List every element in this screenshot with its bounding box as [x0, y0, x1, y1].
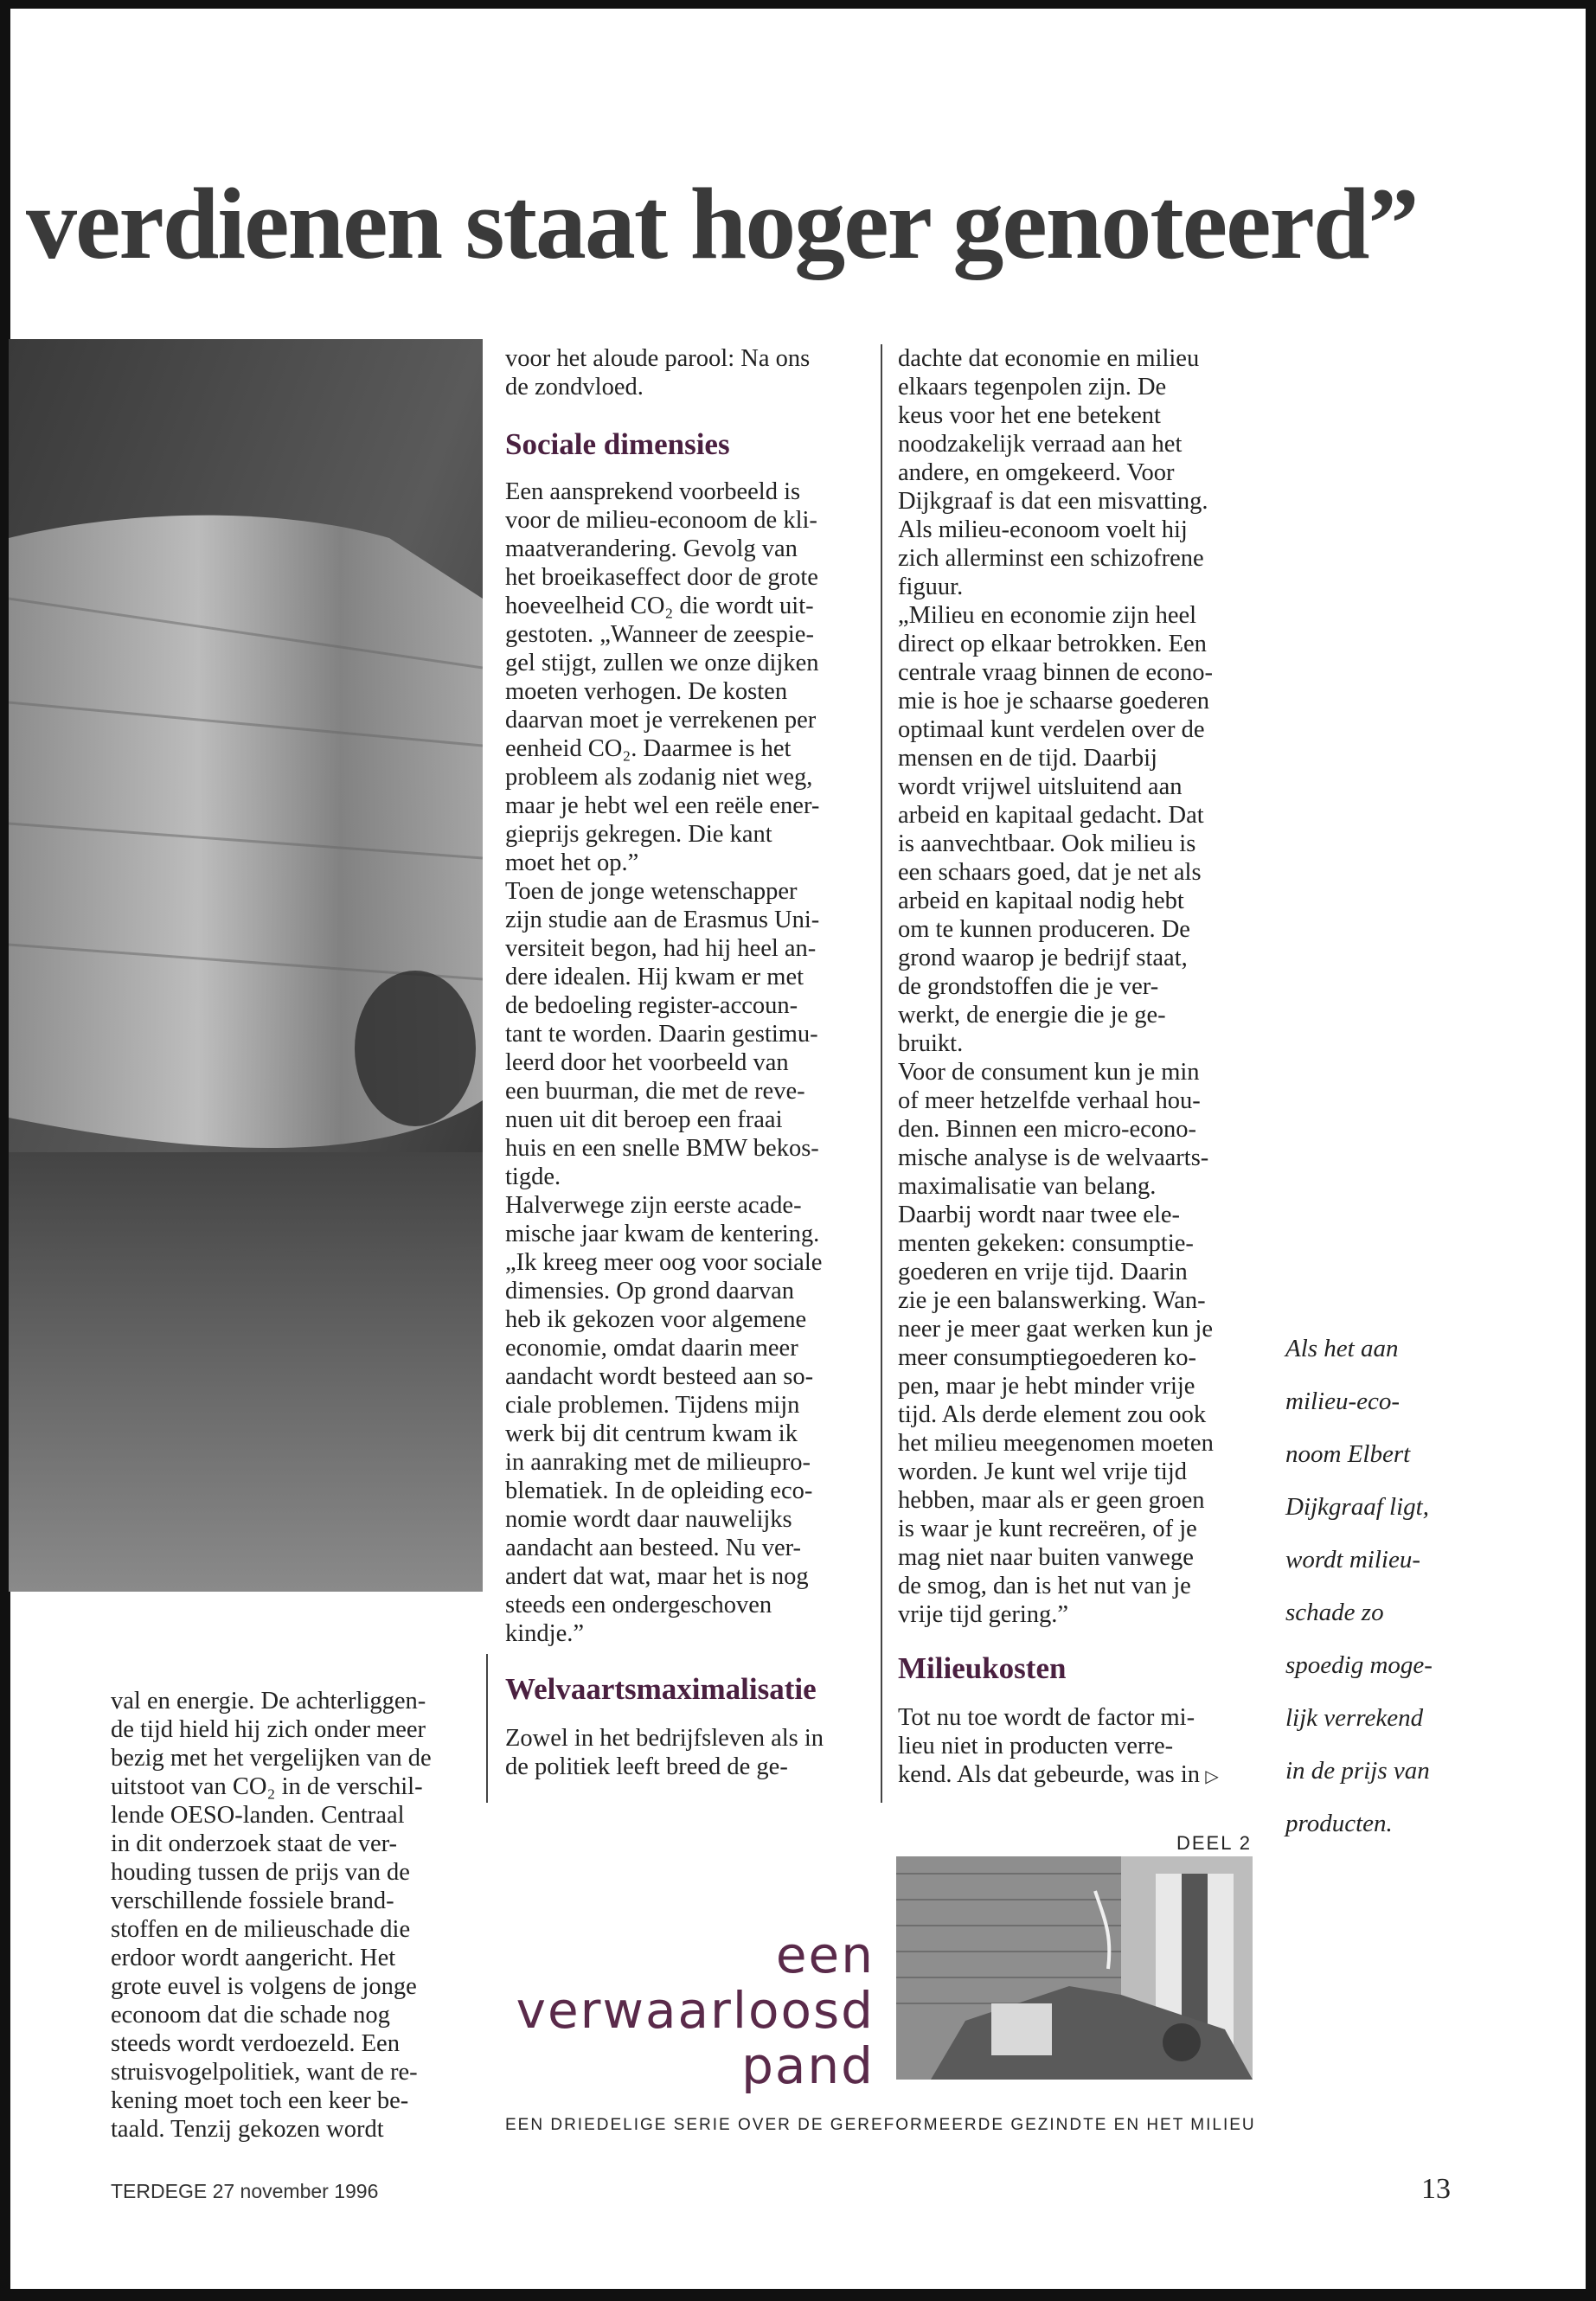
text-line: om te kunnen produceren. De: [898, 916, 1190, 943]
text-line: eenheid CO₂. Daarmee is het: [505, 735, 792, 762]
text-line: mische jaar kwam de kentering.: [505, 1221, 820, 1247]
column-2-intro: [505, 344, 867, 401]
text-line: struisvogelpolitiek, want de re-: [111, 2059, 418, 2086]
text-line: werkt, de energie die je ge-: [898, 1002, 1166, 1029]
text-line: daarvan moet je verrekenen per: [505, 707, 817, 734]
text-line: figuur.: [898, 574, 964, 600]
text-line: is aanvechtbaar. Ook milieu is: [898, 830, 1196, 857]
text-line: moet het op.”: [505, 849, 639, 876]
article-headline: verdienen staat hoger genoteerd”: [26, 167, 1418, 280]
column-3-body-2: [898, 1703, 1261, 1791]
text-line: neer je meer gaat werken kun je: [898, 1316, 1213, 1343]
pull-quote-line: producten.: [1285, 1810, 1393, 1837]
text-line: zijn studie aan de Erasmus Uni-: [505, 907, 820, 933]
text-line: stoffen en de milieuschade die: [111, 1916, 411, 1943]
text-line: maximalisatie van belang.: [898, 1173, 1157, 1200]
pull-quote-line: in de prijs van: [1285, 1757, 1430, 1785]
text-line: huis en een snelle BMW bekos-: [505, 1135, 819, 1162]
continue-arrow-icon: ▷: [1200, 1766, 1219, 1786]
text-line: optimaal kunt verdelen over de: [898, 716, 1205, 743]
series-title-line: een: [775, 1926, 875, 1984]
text-line: voor het aloude parool: Na ons: [505, 345, 811, 372]
text-line: maar je hebt wel een reële ener-: [505, 792, 820, 819]
text-line: hoeveelheid CO₂ die wordt uit-: [505, 593, 814, 619]
text-line: grond waarop je bedrijf staat,: [898, 945, 1188, 971]
text-line: kening moet toch een keer be-: [111, 2087, 409, 2114]
text-line: Een aansprekend voorbeeld is: [505, 478, 801, 505]
text-line: steeds een ondergeschoven: [505, 1592, 772, 1618]
text-line: zie je een balanswerking. Wan-: [898, 1287, 1206, 1314]
text-line: het broeikaseffect door de grote: [505, 564, 818, 591]
text-line: houding tussen de prijs van de: [111, 1859, 410, 1886]
article-column-1: [111, 1687, 472, 2144]
text-line: of meer hetzelfde verhaal hou-: [898, 1087, 1201, 1114]
series-title-line: pand: [741, 2036, 875, 2095]
text-line: dere idealen. Hij kwam er met: [505, 964, 804, 990]
text-line: Tot nu toe wordt de factor mi-: [898, 1704, 1195, 1731]
text-line: heb ik gekozen voor algemene: [505, 1306, 807, 1333]
text-line: Zowel in het bedrijfsleven als in: [505, 1725, 824, 1752]
column-2-body-2: [505, 1724, 867, 1781]
text-line: kindje.”: [505, 1620, 585, 1647]
section-heading-sociale-dimensies: Sociale dimensies: [505, 427, 730, 461]
series-subtitle: EEN DRIEDELIGE SERIE OVER DE GEREFORMEERDE GEZINDTE EN HET MILIEU: [505, 2116, 1256, 2134]
text-line: den. Binnen een micro-econo-: [898, 1116, 1197, 1143]
text-line: Toen de jonge wetenschapper: [505, 878, 798, 905]
text-line: grote euvel is volgens de jonge: [111, 1973, 417, 2000]
text-line: dimensies. Op grond daarvan: [505, 1278, 794, 1304]
text-line: keus voor het ene betekent: [898, 402, 1161, 429]
text-line: elkaars tegenpolen zijn. De: [898, 374, 1167, 401]
text-line: vrije tijd gering.”: [898, 1601, 1069, 1628]
column-3-body-1: [898, 344, 1261, 1629]
text-line: blematiek. In de opleiding eco-: [505, 1477, 813, 1504]
text-line: lieu niet in producten verre-: [898, 1733, 1174, 1759]
text-line: moeten verhogen. De kosten: [505, 678, 788, 705]
text-line: worden. Je kunt wel vrije tijd: [898, 1458, 1188, 1485]
text-line: pen, maar je hebt minder vrije: [898, 1373, 1195, 1400]
article-photo: [9, 339, 483, 1592]
text-line: direct op elkaar betrokken. Een: [898, 631, 1207, 657]
text-line: „Ik kreeg meer oog voor sociale: [505, 1249, 823, 1276]
text-line: bezig met het vergelijken van de: [111, 1745, 432, 1772]
text-line: mensen en de tijd. Daarbij: [898, 745, 1157, 772]
footer-magazine-date: TERDEGE 27 november 1996: [111, 2180, 379, 2202]
text-line: centrale vraag binnen de econo-: [898, 659, 1213, 686]
text-line: steeds wordt verdoezeld. Een: [111, 2030, 400, 2057]
text-line: arbeid en kapitaal nodig hebt: [898, 888, 1184, 914]
section-heading-milieukosten: Milieukosten: [898, 1651, 1067, 1685]
text-line: val en energie. De achterliggen-: [111, 1688, 426, 1715]
pull-quote-line: Dijkgraaf ligt,: [1285, 1493, 1429, 1521]
text-line: Dijkgraaf is dat een misvatting.: [898, 488, 1208, 515]
text-line: tigde.: [505, 1163, 561, 1190]
text-line: andert dat wat, maar het is nog: [505, 1563, 809, 1590]
text-line: andere, en omgekeerd. Voor: [898, 459, 1175, 486]
text-line: de zondvloed.: [505, 374, 644, 401]
column-divider: [486, 1654, 488, 1803]
pull-quote-line: Als het aan: [1285, 1335, 1399, 1362]
text-line: Daarbij wordt naar twee ele-: [898, 1202, 1180, 1228]
text-line: de bedoeling register-accoun-: [505, 992, 798, 1019]
text-line: een schaars goed, dat je net als: [898, 859, 1202, 886]
text-line: nuen uit dit beroep een fraai: [505, 1106, 783, 1133]
text-line: de tijd hield hij zich onder meer: [111, 1716, 426, 1743]
text-line: Als milieu-econoom voelt hij: [898, 516, 1188, 543]
pull-quote-line: wordt milieu-: [1285, 1546, 1421, 1574]
text-line: tant te worden. Daarin gestimu-: [505, 1021, 818, 1048]
text-line: gel stijgt, zullen we onze dijken: [505, 650, 819, 676]
text-line: nomie wordt daar nauwelijks: [505, 1506, 792, 1533]
pull-quote-line: noom Elbert: [1285, 1440, 1411, 1468]
text-line: zich allerminst een schizofrene: [898, 545, 1204, 572]
text-line: in aanraking met de milieupro-: [505, 1449, 811, 1476]
text-line: kend. Als dat gebeurde, was in ▷: [898, 1761, 1219, 1788]
text-line: uitstoot van CO₂ in de verschil-: [111, 1773, 423, 1800]
text-line: tijd. Als derde element zou ook: [898, 1401, 1207, 1428]
text-line: aandacht aan besteed. Nu ver-: [505, 1535, 802, 1561]
text-line: erdoor wordt aangericht. Het: [111, 1945, 396, 1971]
text-line: dachte dat economie en milieu: [898, 345, 1200, 372]
text-line: versiteit begon, had hij heel an-: [505, 935, 817, 962]
series-title: [516, 1927, 875, 2093]
column-divider: [881, 344, 882, 1803]
text-line: „Milieu en economie zijn heel: [898, 602, 1197, 629]
text-line: goederen en vrije tijd. Daarin: [898, 1259, 1188, 1285]
text-line: mie is hoe je schaarse goederen: [898, 688, 1210, 715]
text-line: arbeid en kapitaal gedacht. Dat: [898, 802, 1204, 829]
text-line: werk bij dit centrum kwam ik: [505, 1420, 798, 1447]
text-line: wordt vrijwel uitsluitend aan: [898, 773, 1183, 800]
text-line: noodzakelijk verraad aan het: [898, 431, 1183, 458]
column-2-body-1: [505, 478, 867, 1648]
pull-quote-line: milieu-eco-: [1285, 1388, 1401, 1415]
pull-quote-line: spoedig moge-: [1285, 1651, 1433, 1679]
section-heading-welvaartsmaximalisatie: Welvaartsmaximalisatie: [505, 1672, 817, 1706]
text-line: bruikt.: [898, 1030, 964, 1057]
text-line: lende OESO-landen. Centraal: [111, 1802, 405, 1829]
text-line: een buurman, die met de reve-: [505, 1078, 805, 1105]
text-line: mische analyse is de welvaarts-: [898, 1144, 1209, 1171]
pull-quote-line: schade zo: [1285, 1599, 1384, 1626]
text-line: taald. Tenzij gekozen wordt: [111, 2116, 384, 2143]
text-line: hebben, maar als er geen groen: [898, 1487, 1205, 1514]
text-line: probleem als zodanig niet weg,: [505, 764, 813, 791]
text-line: economie, omdat daarin meer: [505, 1335, 798, 1362]
text-line: voor de milieu-econoom de kli-: [505, 507, 817, 534]
text-line: gieprijs gekregen. Die kant: [505, 821, 772, 848]
text-line: de smog, dan is het nut van je: [898, 1573, 1191, 1599]
pull-quote-line: lijk verrekend: [1285, 1704, 1424, 1732]
series-thumbnail-photo: [896, 1856, 1253, 2080]
article-column-3: [898, 344, 1261, 1791]
article-column-2: [505, 344, 867, 1781]
text-line: meer consumptiegoederen ko-: [898, 1344, 1197, 1371]
text-line: menten gekeken: consumptie-: [898, 1230, 1194, 1257]
text-line: gestoten. „Wanneer de zeespie-: [505, 621, 814, 648]
text-line: econoom dat die schade nog: [111, 2002, 390, 2029]
text-line: is waar je kunt recreëren, of je: [898, 1516, 1197, 1542]
series-part-label: DEEL 2: [1176, 1832, 1253, 1854]
text-line: ciale problemen. Tijdens mijn: [505, 1392, 800, 1419]
text-line: Voor de consument kun je min: [898, 1059, 1200, 1086]
text-line: verschillende fossiele brand-: [111, 1888, 394, 1914]
page-number: 13: [1421, 2173, 1451, 2205]
pull-quote: [1285, 1310, 1458, 1862]
text-line: Halverwege zijn eerste acade-: [505, 1192, 802, 1219]
text-line: mag niet naar buiten vanwege: [898, 1544, 1194, 1571]
text-line: aandacht wordt besteed aan so-: [505, 1363, 814, 1390]
text-line: de politiek leeft breed de ge-: [505, 1753, 788, 1780]
text-line: de grondstoffen die je ver-: [898, 973, 1159, 1000]
text-line: het milieu meegenomen moeten: [898, 1430, 1214, 1457]
series-title-line: verwaarloosd: [516, 1981, 875, 2040]
text-line: leerd door het voorbeeld van: [505, 1049, 789, 1076]
text-line: in dit onderzoek staat de ver-: [111, 1830, 398, 1857]
text-line: maatverandering. Gevolg van: [505, 535, 798, 562]
